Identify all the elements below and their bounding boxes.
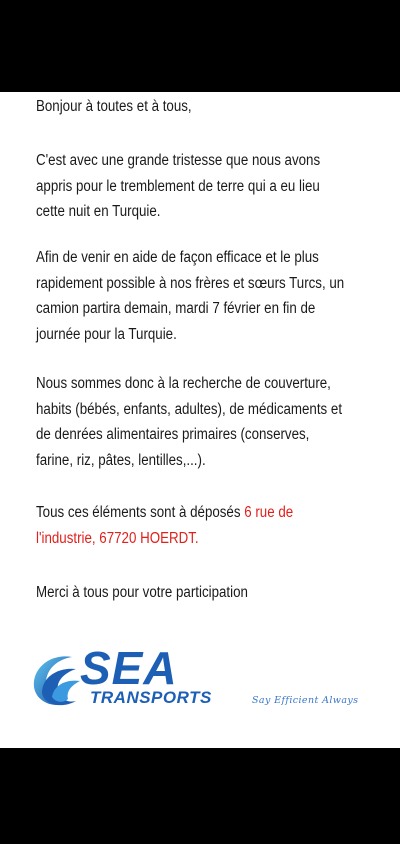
closing-text: Merci à tous pour votre participation: [36, 584, 248, 601]
logo-transports-text: TRANSPORTS: [90, 688, 212, 707]
logo-sea-text: SEA: [80, 642, 178, 694]
paragraph-line: habits (bébés, enfants, adultes), de médicaments et: [36, 400, 343, 418]
paragraph-truck: [36, 245, 345, 347]
paragraph-line: de denrées alimentaires primaires (conserves,: [36, 426, 310, 443]
paragraph-line: camion partira demain, mardi 7 février en fin de: [36, 300, 316, 317]
paragraph-line: farine, riz, pâtes, lentilles,...).: [36, 451, 206, 469]
letter-card: [0, 92, 400, 748]
paragraph-earthquake: [36, 148, 339, 225]
logo-slogan: Say Efficient Always: [252, 695, 359, 706]
sea-transports-logo: [28, 642, 238, 717]
paragraph-line: C'est avec une grande tristesse que nous avons: [36, 152, 321, 169]
paragraph-line: rapidement possible à nos frères et sœurs Turcs, un: [36, 274, 345, 292]
paragraph-line: Afin de venir en aide de façon efficace et le plus: [36, 249, 319, 266]
greeting-text: Bonjour à toutes et à tous,: [36, 98, 192, 115]
paragraph-needs: [36, 371, 343, 473]
closing: [36, 580, 339, 606]
greeting: [36, 94, 339, 120]
paragraph-address: [36, 500, 339, 551]
address-street: 6 rue de: [244, 504, 294, 521]
paragraph-line: journée pour la Turquie.: [36, 325, 177, 343]
address-city: l'industrie, 67720 HOERDT.: [36, 529, 199, 547]
address-line-1: [36, 500, 339, 526]
paragraph-line: Nous sommes donc à la recherche de couverture,: [36, 375, 331, 392]
paragraph-line: appris pour le tremblement de terre qui a eu lieu: [36, 177, 320, 195]
paragraph-line: cette nuit en Turquie.: [36, 203, 161, 220]
dropoff-text: Tous ces éléments sont à déposés: [36, 504, 245, 521]
